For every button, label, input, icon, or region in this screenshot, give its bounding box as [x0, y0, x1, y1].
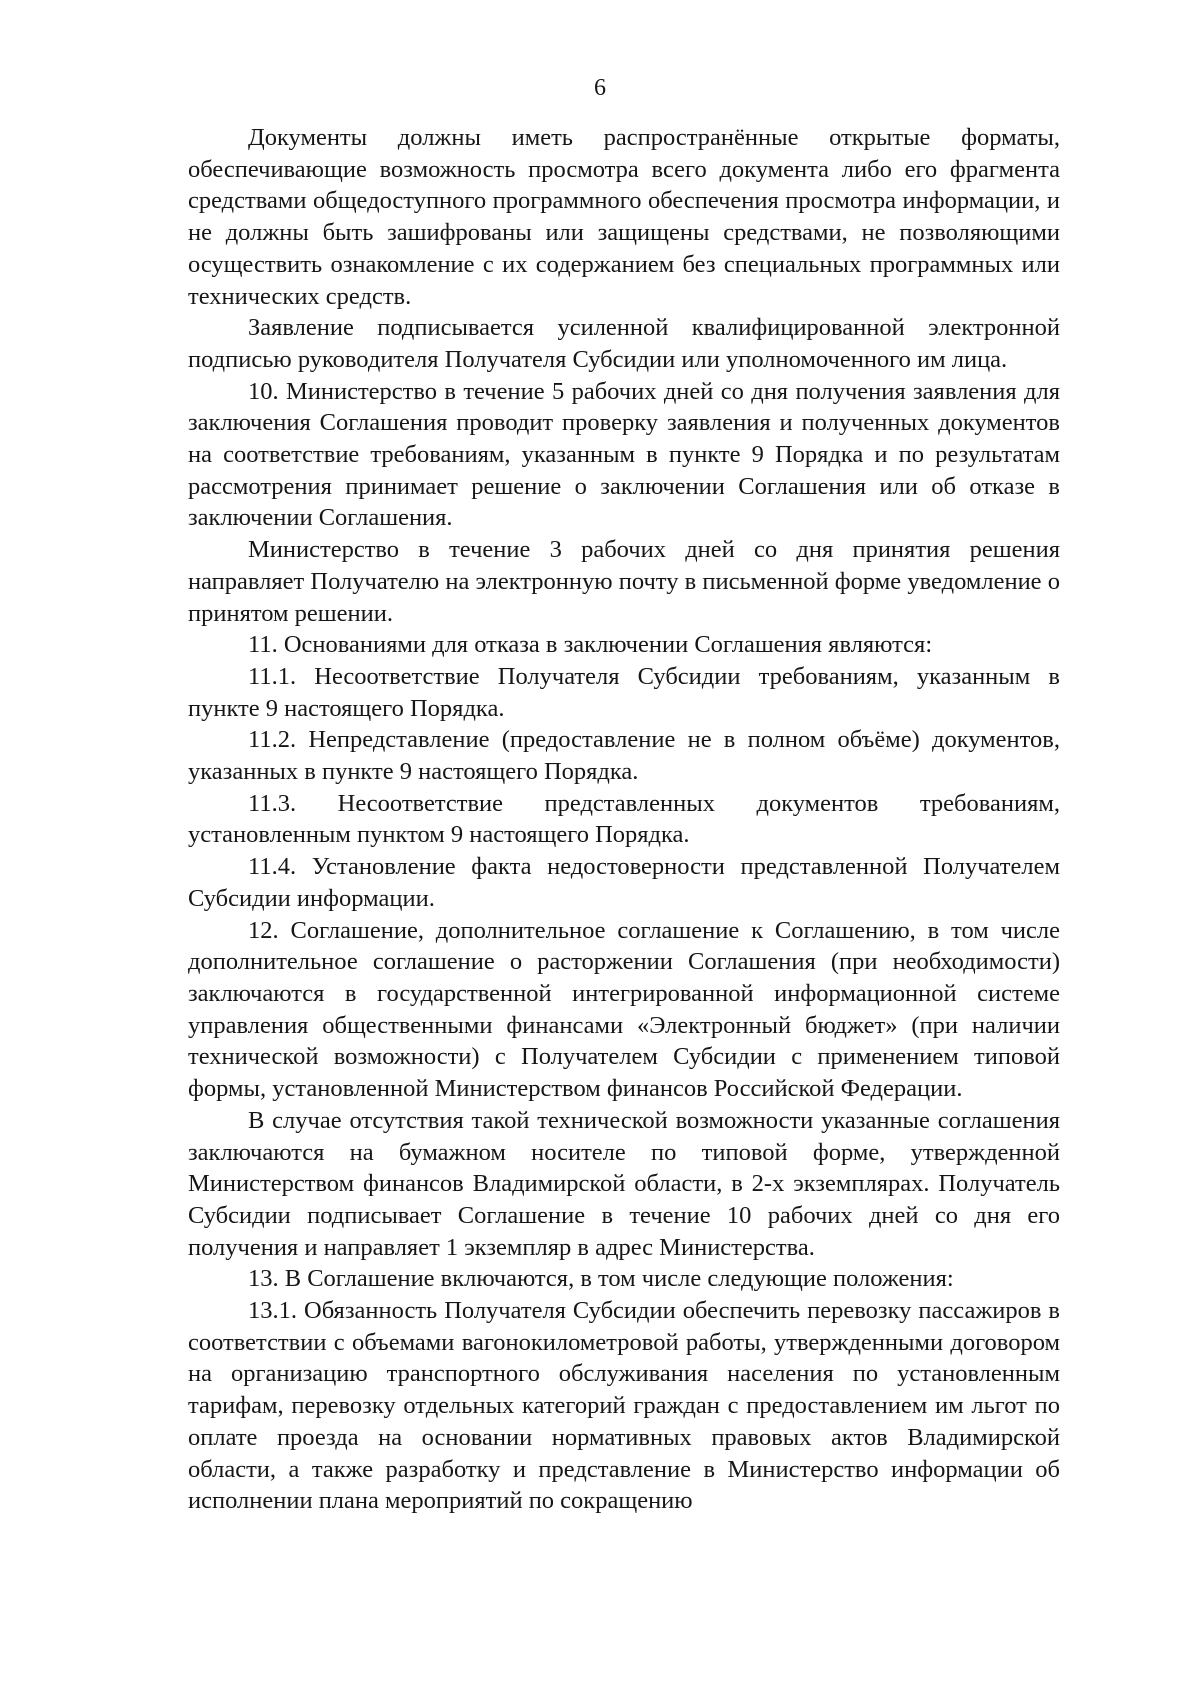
paragraph-item-13-1: 13.1. Обязанность Получателя Субсидии обеспечить перевозку пассажиров в соответствии с объемами вагонокилометровой работы, утвержденными договором на организацию транспортного обслуживания населения по установленным тарифам, перевозку отдельных категорий граждан с предоставлением им льгот по оплате проезда на основании нормативных правовых актов Владимирской области, а также разработку и представление в Министерство информации об исполнении плана мероприятий по сокращению [188, 1297, 1060, 1515]
document-body [188, 122, 1060, 1517]
paragraph-item-12: 12. Соглашение, дополнительное соглашение к Соглашению, в том числе дополнительное соглашение о расторжении Соглашения (при необходимости) заключаются в государственной интегрированной информационной системе управления общественными финансами «Электронный бюджет» (при наличии технической возможности) с Получателем Субсидии с применением типовой формы, установленной Министерством финансов Российской Федерации. [188, 916, 1060, 1103]
paragraph-item-11-2: 11.2. Непредставление (предоставление не в полном объёме) документов, указанных в пункте 9 настоящего Порядка. [188, 726, 1060, 786]
paragraph-item-13: 13. В Соглашение включаются, в том числе следующие положения: [248, 1265, 954, 1293]
paragraph-notification: Министерство в течение 3 рабочих дней со дня принятия решения направляет Получателю на электронную почту в письменной форме уведомление о принятом решении. [188, 536, 1060, 627]
paragraph-document-formats: Документы должны иметь распространённые открытые форматы, обеспечивающие возможность просмотра всего документа либо его фрагмента средствами общедоступного программного обеспечения просмотра информации, и не должны быть зашифрованы или защищены средствами, не позволяющими осуществить ознакомление с их содержанием без специальных программных или технических средств. [188, 124, 1060, 310]
paragraph-item-11-1: 11.1. Несоответствие Получателя Субсидии требованиям, указанным в пункте 9 настоящего Порядка. [188, 662, 1060, 722]
paragraph-item-11-4: 11.4. Установление факта недостоверности представленной Получателем Субсидии информации. [188, 853, 1060, 912]
paragraph-item-10: 10. Министерство в течение 5 рабочих дней со дня получения заявления для заключения Соглашения проводит проверку заявления и полученных документов на соответствие требованиям, указанным в пункте 9 Порядка и по результатам рассмотрения принимает решение о заключении Соглашения или об отказе в заключении Соглашения. [188, 377, 1060, 532]
paragraph-item-11-3: 11.3. Несоответствие представленных документов требованиям, установленным пунктом 9 настоящего Порядка. [188, 789, 1060, 849]
paragraph-paper-agreement: В случае отсутствия такой технической возможности указанные соглашения заключаются на бумажном носителе по типовой форме, утвержденной Министерством финансов Владимирской области, в 2-х экземплярах. Получатель Субсидии подписывает Соглашение в течение 10 рабочих дней со дня его получения и направляет 1 экземпляр в адрес Министерства. [188, 1106, 1060, 1261]
page-number: 6 [594, 75, 606, 101]
paragraph-application-signature: Заявление подписывается усиленной квалифицированной электронной подписью руководителя Получателя Субсидии или уполномоченного им лица. [188, 314, 1060, 373]
paragraph-item-11: 11. Основаниями для отказа в заключении Соглашения являются: [248, 631, 933, 659]
